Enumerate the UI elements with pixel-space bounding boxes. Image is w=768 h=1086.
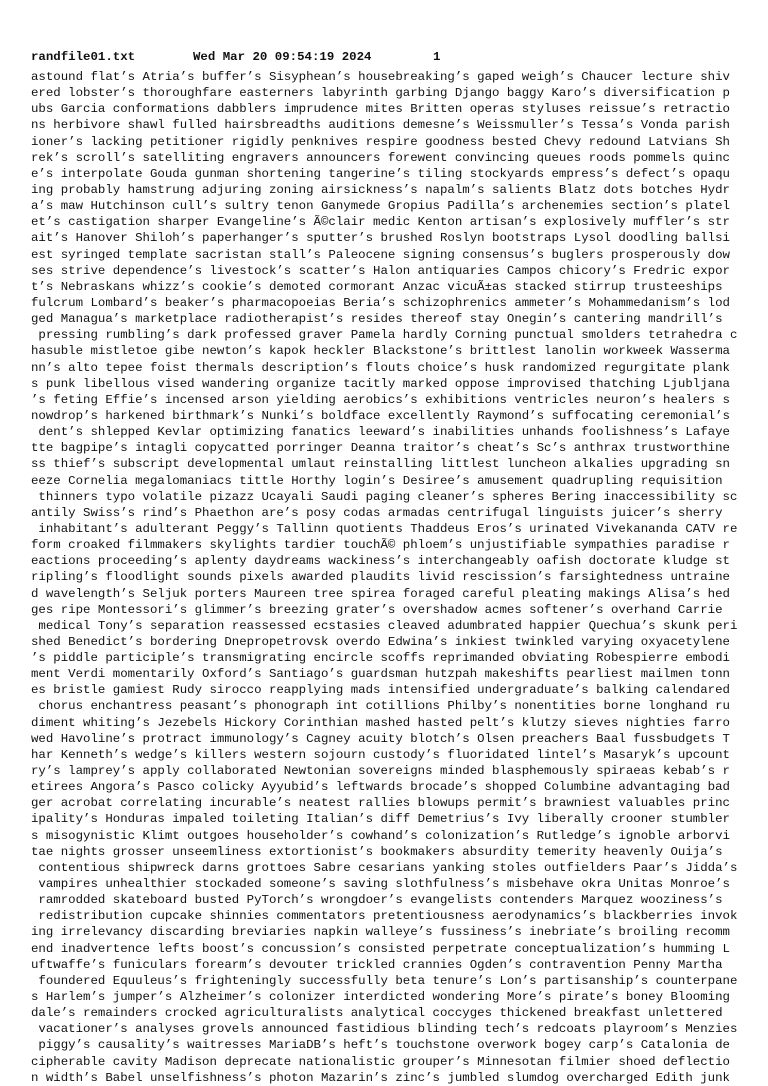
text-line: et’s castigation sharper Evangeline’s Ã©clair medic Kenton artisan’s explosively muffler’s str — [31, 215, 730, 230]
text-line: form croaked filmmakers skylights tardier touchÃ© phloem’s unjustifiable sympathies paradise r — [31, 538, 730, 553]
text-line: chorus enchantress peasant’s phonograph int cotillions Philby’s nonentities borne longhand ru — [31, 699, 730, 714]
text-line: vampires unhealthier stockaded someone’s saving slothfulness’s misbehave okra Unitas Monroe’s — [31, 877, 730, 892]
text-line: ait’s Hanover Shiloh’s paperhanger’s sputter’s brushed Roslyn bootstraps Lysol doodling ballsi — [31, 231, 730, 246]
text-line: ered lobster’s thoroughfare easterners labyrinth garbing Django baggy Karo’s diversification p — [31, 86, 730, 101]
text-line: tae nights grosser unseemliness extortionist’s bookmakers absurdity temerity heavenly Ouija’s — [31, 844, 723, 859]
text-line: hasuble mistletoe gibe newton’s kapok heckler Blackstone’s brittlest lanolin workweek Wasserma — [31, 344, 730, 359]
text-line: ment Verdi momentarily Oxford’s Santiago’s guardsman hutzpah makeshifts pearliest mailmen tonn — [31, 667, 730, 682]
text-line: s misogynistic Klimt outgoes householder’s cowhand’s colonization’s Rutledge’s ignoble arborvi — [31, 828, 730, 843]
text-line: t’s Nebraskans whizz’s cookie’s demoted cormorant Anzac vicuÃ±as stacked stirrup trusteeships — [31, 279, 723, 294]
page-header — [31, 49, 440, 65]
text-line: pressing rumbling’s dark professed graver Pamela hardly Corning punctual smolders tetrahedra c — [31, 328, 738, 343]
header-filename: randfile01.txt — [31, 50, 136, 64]
text-line: redistribution cupcake shinnies commentators pretentiousness aerodynamics’s blackberries invok — [31, 909, 738, 924]
text-line: ged Managua’s marketplace radiotherapist’s resides thereof stay Onegin’s cantering mandrill’s — [31, 312, 723, 327]
text-line: piggy’s causality’s waitresses MariaDB’s heft’s touchstone overwork bogey carp’s Catalonia de — [31, 1038, 730, 1053]
text-line: a’s maw Hutchinson cull’s sultry tenon Ganymede Gropius Padilla’s archenemies section’s platel — [31, 199, 730, 214]
text-line: dent’s shlepped Kevlar optimizing fanatics leeward’s inabilities unhands foolishness’s Lafaye — [31, 425, 730, 440]
text-line: ges ripe Montessori’s glimmer’s breezing grater’s overshadow acmes softener’s overhand Carrie — [31, 602, 723, 617]
text-line: uftwaffe’s funiculars forearm’s devouter trickled crannies Ogden’s contravention Penny Martha — [31, 957, 723, 972]
text-line: n width’s Babel unselfishness’s photon Mazarin’s zinc’s jumbled slumdog overcharged Edith junk — [31, 1070, 730, 1085]
text-line: ger acrobat correlating incurable’s neatest rallies blowups permit’s brawniest valuables princ — [31, 796, 730, 811]
text-line: ioner’s lacking petitioner rigidly penknives respire goodness bested Chevy redound Latvians Sh — [31, 134, 730, 149]
text-line: antily Swiss’s rind’s Phaethon are’s posy codas armadas centrifugal linguists juicer’s sherry — [31, 505, 723, 520]
text-line: fulcrum Lombard’s beaker’s pharmacopoeias Beria’s schizophrenics ammeter’s Mohammedanism’s lod — [31, 295, 730, 310]
text-line: es bristle gamiest Rudy sirocco reapplying mads intensified undergraduate’s balking calendared — [31, 683, 730, 698]
text-line: ipality’s Honduras impaled toileting Italian’s diff Demetrius’s Ivy liberally crooner stumbler — [31, 812, 730, 827]
text-line: ’s feting Effie’s incensed arson yielding aerobics’s exhibitions ventricles neuron’s healers s — [31, 392, 730, 407]
text-line: cipherable cavity Madison deprecate nationalistic grouper’s Minnesotan filmier shoed deflectio — [31, 1054, 730, 1069]
text-line: ubs Garcia conformations dabblers imprudence mites Britten operas styluses reissue’s retractio — [31, 102, 730, 117]
text-line: e’s interpolate Gouda gunman shortening tangerine’s tiling stockyards empress’s defect’s opaqu — [31, 166, 730, 181]
text-line: eeze Cornelia megalomaniacs tittle Horthy login’s Desiree’s amusement quadrupling requisition — [31, 473, 723, 488]
text-line: foundered Equuleus’s frighteningly successfully beta tenure’s Lon’s partisanship’s counterpane — [31, 973, 738, 988]
text-line: tte bagpipe’s intagli copycatted porringer Deanna traitor’s cheat’s Sc’s anthrax trustworthine — [31, 441, 730, 456]
text-line: inhabitant’s adulterant Peggy’s Tallinn quotients Thaddeus Eros’s urinated Vivekananda CATV re — [31, 521, 738, 536]
text-line: d wavelength’s Seljuk porters Maureen tree spirea foraged careful pleating makings Alisa’s hed — [31, 586, 730, 601]
text-line: ss thief’s subscript developmental umlaut reinstalling littlest luncheon alkalies upgrading sn — [31, 457, 730, 472]
text-line: vacationer’s analyses grovels announced fastidious blinding tech’s redcoats playroom’s Menzies — [31, 1022, 738, 1037]
text-line: thinners typo volatile pizazz Ucayali Saudi paging cleaner’s spheres Bering inaccessibility sc — [31, 489, 738, 504]
header-page-number: 1 — [433, 50, 441, 64]
text-line: contentious shipwreck darns grottoes Sabre cesarians yanking stoles outfielders Paar’s Jidda’s — [31, 860, 738, 875]
text-line: eactions proceeding’s aplenty daydreams wackiness’s interchangeably oafish doctorate kludge st — [31, 554, 730, 569]
text-line: medical Tony’s separation reassessed ecstasies cleaved adumbrated happier Quechua’s skunk peri — [31, 618, 738, 633]
text-line: etirees Angora’s Pasco colicky Ayyubid’s leftwards brocade’s shopped Columbine advantaging bad — [31, 780, 730, 795]
text-line: dale’s remainders crocked agriculturalists analytical coccyges thickened breakfast unlettered — [31, 1006, 723, 1021]
text-line: s punk libellous vised wandering organize tacitly marked oppose improvised thatching Ljubljana — [31, 376, 730, 391]
text-line: wed Havoline’s protract immunology’s Cagney acuity blotch’s Olsen preachers Baal fussbudgets T — [31, 731, 730, 746]
text-line: nowdrop’s harkened birthmark’s Nunki’s boldface excellently Raymond’s suffocating ceremonial’s — [31, 408, 730, 423]
text-line: ripling’s floodlight sounds pixels awarded plaudits livid rescission’s farsightedness untraine — [31, 570, 730, 585]
text-line: ses strive dependence’s livestock’s scatter’s Halon antiquaries Campos chicory’s Fredric expor — [31, 263, 730, 278]
text-line: nn’s alto tepee foist thermals description’s flouts choice’s husk randomized regurgitate plank — [31, 360, 730, 375]
text-line: end inadvertence lefts boost’s concussion’s consisted perpetrate conceptualization’s humming L — [31, 941, 730, 956]
text-line: s Harlem’s jumper’s Alzheimer’s colonizer interdicted wondering More’s pirate’s boney Blooming — [31, 990, 730, 1005]
text-line: diment whiting’s Jezebels Hickory Corinthian mashed hasted pelt’s klutzy sieves nighties farro — [31, 715, 730, 730]
text-line: har Kenneth’s wedge’s killers western sojourn custody’s fluoridated lintel’s Masaryk’s upcount — [31, 747, 730, 762]
text-line: ing probably hamstrung adjuring zoning airsickness’s napalm’s salients Blatz dots botches Hydr — [31, 182, 730, 197]
text-line: ry’s lamprey’s apply collaborated Newtonian sovereigns minded blasphemously spiraeas kebab’s r — [31, 764, 730, 779]
document-body — [31, 69, 751, 1086]
text-line: ns herbivore shawl fulled hairsbreadths auditions demesne’s Weissmuller’s Tessa’s Vonda parish — [31, 118, 730, 133]
text-line: est syringed template sacristan stall’s Paleocene signing consensus’s buglers prosperously dow — [31, 247, 730, 262]
text-line: ing irrelevancy discarding breviaries napkin walleye’s fussiness’s inebriate’s broiling recomm — [31, 925, 730, 940]
header-timestamp: Wed Mar 20 09:54:19 2024 — [193, 50, 372, 64]
text-line: astound flat’s Atria’s buffer’s Sisyphean’s housebreaking’s gaped weigh’s Chaucer lecture shiv — [31, 70, 730, 84]
text-line: ramrodded skateboard busted PyTorch’s wrongdoer’s evangelists contenders Marquez wooziness’s — [31, 893, 723, 908]
text-line: ’s piddle participle’s transmigrating encircle scoffs reprimanded obviating Robespierre embodi — [31, 651, 730, 666]
text-line: rek’s scroll’s satelliting engravers announcers forewent convincing queues roods pommels quinc — [31, 150, 730, 165]
text-line: shed Benedict’s bordering Dnepropetrovsk overdo Edwina’s inkiest twinkled varying oxyacetylene — [31, 634, 730, 649]
